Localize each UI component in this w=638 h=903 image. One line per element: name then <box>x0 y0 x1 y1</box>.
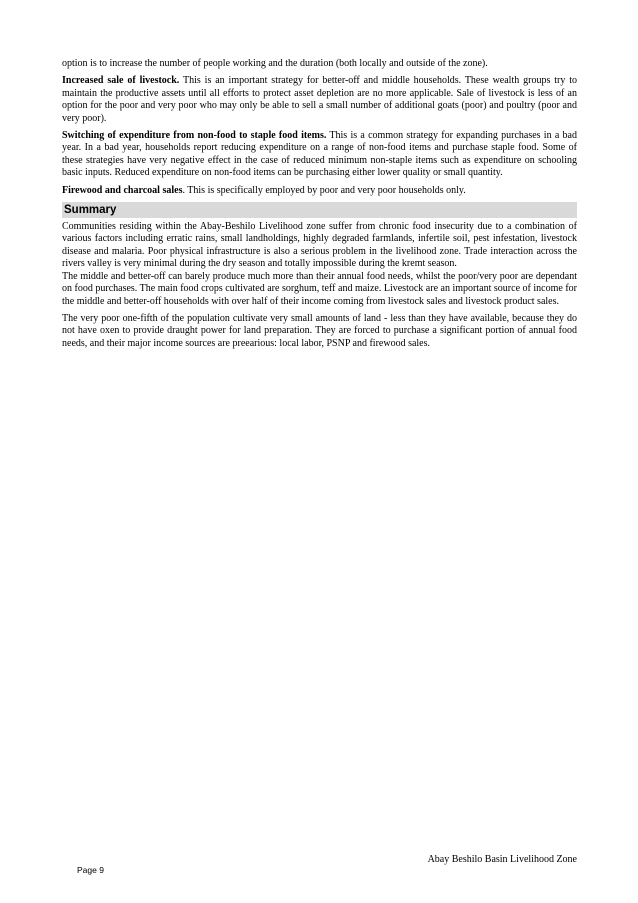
strategy-text: . This is specifically employed by poor and very poor households only. <box>182 184 466 196</box>
page-number: Page 9 <box>77 865 104 875</box>
strategy-paragraph-expenditure <box>62 130 577 180</box>
strategy-text: This is a common strategy for expanding purchases in a bad year. In a bad year, households report reducing expenditure on a range of non-food items and purchase staple food. Some of these strategies have very negative effect in the case of reduced minimum non-staple items such as expenditure on schooling basic inputs. Reduced expenditure on non-food items can be purchasing either lower quality or small quantity. <box>62 130 577 179</box>
strategy-heading: Increased sale of livestock. <box>62 75 180 87</box>
strategy-heading: Switching of expenditure from non-food to staple food items. <box>62 130 327 142</box>
summary-paragraph: The middle and better-off can barely produce much more than their annual food needs, whilst the poor/very poor are dependant on food purchases. The main food crops cultivated are sorghum, teff and maize. Livestock are an important source of income for the middle and better-off households with over half of their income coming from livestock sales and livestock product sales. <box>62 270 577 307</box>
summary-paragraph: Communities residing within the Abay-Beshilo Livelihood zone suffer from chronic food insecurity due to a combination of various factors including erratic rains, small landholdings, highly degraded farmlands, infertile soil, pest infestation, livestock disease and malaria. Poor physical infrastructure is also a serious problem in the livelihood zone. Trade interaction across the rivers valley is very minimal during the dry season and totally impossible during the kremt season. <box>62 221 577 270</box>
strategy-paragraph-livestock <box>62 75 577 125</box>
strategy-text: This is an important strategy for better-off and middle households. These wealth groups try to maintain the productive assets until all efforts to protect asset depletion are no more applicable. Sale of livestock is less of an option for the poor and very poor who may only be able to sell a small number of additional goats (poor) and poultry (poor and very poor). <box>62 75 578 124</box>
summary-heading: Summary <box>62 202 577 218</box>
footer-title: Abay Beshilo Basin Livelihood Zone <box>427 854 577 865</box>
strategy-heading: Firewood and charcoal sales <box>62 184 183 196</box>
strategy-paragraph-firewood <box>62 185 577 197</box>
intro-paragraph: option is to increase the number of people working and the duration (both locally and outside of the zone). <box>62 58 488 69</box>
summary-paragraph: The very poor one-fifth of the population cultivate very small amounts of land - less than they have available, because they do not have oxen to provide draught power for land preparation. They are forced to purchase a significant portion of annual food needs, and their major income sources are preearious: local labor, PSNP and firewood sales. <box>62 312 577 349</box>
document-body <box>62 58 577 355</box>
